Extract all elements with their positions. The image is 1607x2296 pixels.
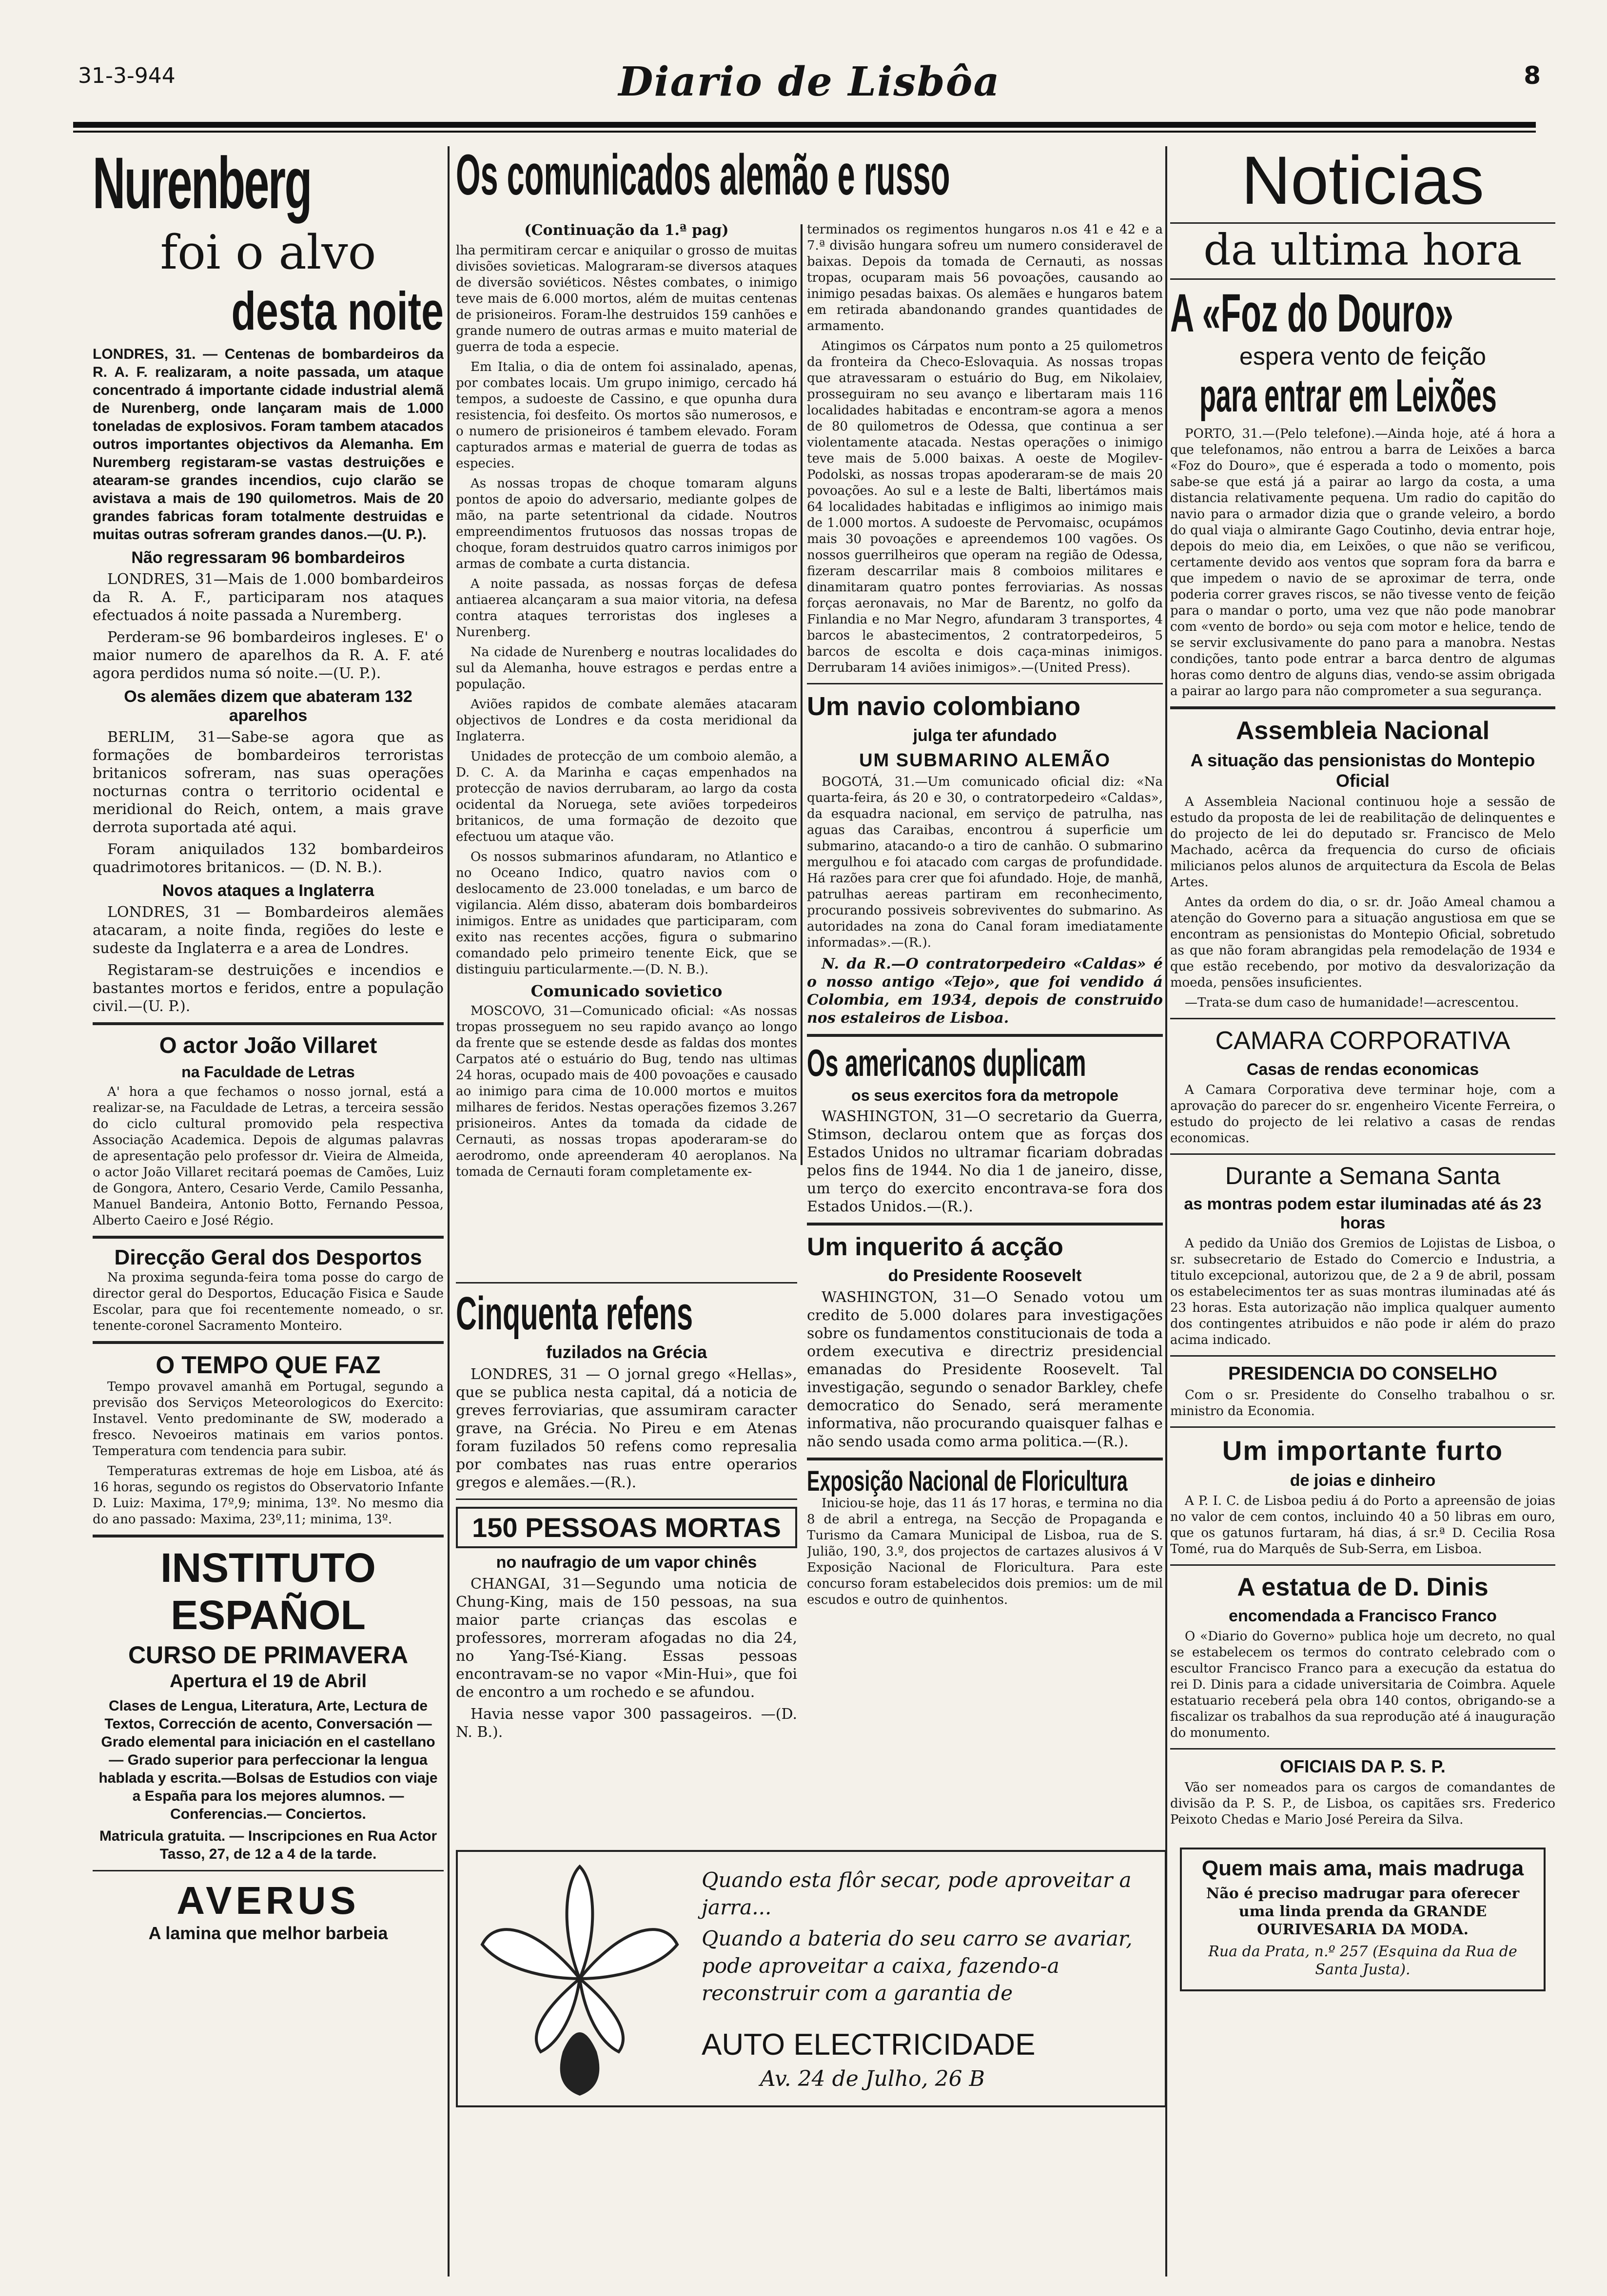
divider (1170, 706, 1555, 709)
foz-body: PORTO, 31.—(Pelo telefone).—Ainda hoje, até á hora a que telefonamos, não entrou a barra de Leixões a barca «Foz do Douro», que é esperada a todo o momento, pois sabe-se que está já a pairar ao largo da costa, a uma distancia relativamente pequena. Um radio do capitão do navio para o armador dizia que o grande veleiro, a bordo do qual viaja o almirante Gago Coutinho, devia entrar hoje, depois do meio dia, em Leixões, o que não se verificou, certamente devido aos ventos que sopram fora da barra e que impedem o navio de se aproximar de terra, onde poderia correr graves riscos, se não tivesse vento de feição para o mandar o porto, uma vez que não pode manobrar com «vento de bordo» ou seja com motor e helice, tendo de se servir exclusivamente do pano para a manobra. Nestas condições, tanto pode entrar a barca dentro de algumas horas como dentro de alguns dias, vendo-se assim obrigada a pairar ao largo para não comprometer a sua segurança. (1170, 427, 1555, 699)
divider (1170, 1748, 1555, 1750)
issue-date: 31-3-944 (78, 63, 176, 88)
ad-text-2: Quando a bateria do seu carro se avariar, pode aproveitar a caixa, fazendo-a reconstruir com a garantia de (702, 1926, 1133, 2005)
nurenberg-subhead: foi o alvo (160, 225, 376, 280)
flower-vase-illustration (468, 1857, 692, 2101)
divider (1170, 222, 1555, 224)
ad-text-1: Quando esta flôr secar, pode aproveitar a jarra... (702, 1868, 1132, 1919)
assembleia-title: Assembleia Nacional (1235, 717, 1490, 745)
page-number: 8 (1524, 61, 1541, 90)
navio-subtitle: julga ter afundado (913, 726, 1057, 745)
divider (93, 1870, 444, 1871)
nurenberg-paragraph: Registaram-se destruições e incendios e bastantes mortos e feridos, entre a população civil.—(U. P.). (93, 962, 444, 1015)
divider (1170, 1564, 1555, 1566)
navio-note: N. da R.—O contratorpedeiro «Caldas» é o nosso antigo «Tejo», que foi vendido á Colombia, em 1934, depois de construido nos estaleiros de Lisboa. (807, 955, 1163, 1027)
furto-body: A P. I. C. de Lisboa pediu á do Porto a apreensão de joias no valor de cem contos, incluindo 40 a 50 libras em ouro, que os gatunos furtaram, há dias, á sr.ª D. Cecilia Rosa Tomé, rua do Marquês de Sub-Serra, em Lisboa. (1170, 1494, 1555, 1557)
nurenberg-headline: Nurenberg (93, 146, 311, 224)
foz-title: A «Foz do Douro» (1170, 283, 1453, 343)
nurenberg-section-title: Novos ataques a Inglaterra (162, 881, 374, 900)
communicados-headline: Os comunicados alemão e russo (456, 143, 950, 207)
floricultura-title: Exposição Nacional de Floricultura (807, 1465, 1128, 1497)
sovietico-title: Comunicado sovietico (530, 982, 723, 1000)
camara-title: CAMARA CORPORATIVA (1215, 1027, 1510, 1055)
averus-tagline: A lamina que melhor barbeia (148, 1923, 388, 1943)
instituto-opening: Apertura el 19 de Abril (169, 1671, 367, 1692)
divider (456, 1498, 797, 1500)
tempo-title: O TEMPO QUE FAZ (156, 1351, 381, 1379)
mortas-subtitle: no naufragio de um vapor chinês (496, 1553, 757, 1572)
villaret-title: O actor João Villaret (159, 1032, 377, 1058)
nurenberg-section-title: Não regressaram 96 bombardeiros (131, 548, 405, 567)
divider (1170, 1426, 1555, 1428)
nurenberg-paragraph: LONDRES, 31 — Bombardeiros alemães atacaram, a noite finda, regiões do leste e sudeste da Inglaterra e a area de Londres. (93, 904, 444, 957)
divider (1170, 1018, 1555, 1019)
nurenberg-section-title: Os alemães dizem que abateram 132 aparelhos (124, 687, 412, 725)
communicado-paragraph: Aviões rapidos de combate alemães atacaram objectivos de Londres e da costa meridional da Inglaterra. (456, 697, 797, 744)
communicado-paragraph: Na cidade de Nurenberg e noutras localidades do sul da Alemanha, houve estragos e perdas entre a população. (456, 645, 797, 692)
nurenberg-paragraph: Perderam-se 96 bombardeiros ingleses. E' o maior numero de aparelhos da R. A. F. até agora perdidos numa só noite.—(U. P.). (93, 629, 444, 682)
tempo-forecast: Tempo provavel amanhã em Portugal, segundo a previsão dos Serviços Meteorologicos do Exercito: Instavel. Vento predominante de SW, moderado a fresco. Nevoeiros matinais em varios pontos. Temperatura com tendencia para subir. (93, 1380, 444, 1459)
ourivesaria-address: Rua da Prata, n.º 257 (Esquina da Rua de Santa Justa). (1208, 1943, 1517, 1978)
refens-title: Cinquenta refens (456, 1287, 693, 1340)
semana-title: Durante a Semana Santa (1225, 1162, 1501, 1189)
communicado-paragraph: terminados os regimentos hungaros n.os 41 e 42 e a 7.ª divisão hungara sofreu um numero consideravel de baixas. Depois da tomada de Cernauti, as nossas tropas, ocuparam mais 56 povoações, causando ao inimigo pesadas baixas. Os alemães e hungaros batem em retirada abandonando grandes quantidades de armamento. (807, 222, 1163, 333)
villaret-body: A' hora a que fechamos o nosso jornal, está a realizar-se, na Faculdade de Letras, a terceira sessão do ciclo cultural promovido pela respectiva Associação Academica. Depois de algumas palavras de apresentação pelo professor dr. Vieira de Almeida, o actor João Villaret recitará poemas de Camões, Luiz de Gongora, Antero, Cesario Verde, Camilo Pessanha, Manuel Bandeira, Antonio Botto, Fernando Pessoa, Alberto Caeiro e José Régio. (93, 1085, 444, 1228)
masthead (78, 58, 1541, 112)
ad-address: Av. 24 de Julho, 26 B (760, 2066, 985, 2091)
ourivesaria-ad (1180, 1848, 1546, 1991)
psp-body: Vão ser nomeados para os cargos de comandantes de divisão da P. S. P., de Lisboa, os capitães srs. Frederico Peixoto Chedas e Mario José Pereira da Silva. (1170, 1780, 1555, 1827)
furto-title: Um importante furto (1222, 1435, 1504, 1466)
americanos-title: Os americanos duplicam (807, 1041, 1086, 1084)
assembleia-paragraph: —Trata-se dum caso de humanidade!—acrescentou. (1185, 995, 1519, 1010)
divider (807, 1034, 1163, 1037)
newspaper-title: Diario de Lisbôa (618, 58, 1000, 105)
communicado-paragraph: Os nossos submarinos afundaram, no Atlantico e no Oceano Indico, quatro navios com o deslocamento de 23.000 toneladas, e um barco de vigilancia. Além disso, abateram dois bombardeiros inimigos. Entre as unidades que participaram, com exito nas recentes acções, figura o submarino comandado pelo primeiro tenente Eick, que se distinguiu particularmente.—(D. N. B.). (456, 850, 797, 977)
americanos-subtitle: os seus exercitos fora da metropole (851, 1087, 1118, 1104)
ourivesaria-title: Quem mais ama, mais madruga (1201, 1856, 1524, 1880)
divider (807, 1223, 1163, 1226)
navio-title: Um navio colombiano (807, 692, 1081, 721)
divider (1170, 1355, 1555, 1357)
divider (93, 1341, 444, 1344)
semana-subtitle: as montras podem estar iluminadas até ás 23 horas (1184, 1195, 1542, 1232)
communicados-headline-block (456, 143, 1163, 207)
assembleia-paragraph: Antes da ordem do dia, o sr. dr. João Ameal chamou a atenção do Governo para a situação angustiosa em que se encontram as pensionistas do Montepio Oficial, sobretudo as que não foram abrangidas pela remodelação de 1934 e que estão recebendo, por motivo da desvalorização da moeda, pensões insuficientes. (1170, 895, 1555, 990)
communicado-paragraph: Em Italia, o dia de ontem foi assinalado, apenas, por combates locais. Um grupo inimigo, cercado há tempos, a sudoeste de Cassino, e que opunha dura resistencia, foi desfeito. Os mortos são numerosos, e o numero de prisioneiros é tambem elevado. Foram capturados armas e material de guerra de todas as especies. (456, 360, 797, 471)
instituto-footer: Matricula gratuita. — Inscripciones en Rua Actor Tasso, 27, de 12 a 4 de la tarde. (99, 1828, 437, 1862)
furto-subtitle: de joias e dinheiro (1290, 1471, 1436, 1490)
dinis-body: O «Diario do Governo» publica hoje um decreto, no qual se estabelecem os termos do contrato celebrado com o escultor Francisco Franco para a execução da estatua do rei D. Dinis para a cidade universitaria de Coimbra. Aquele estatuario receberá pela obra 140 contos, obrigando-se a fiscalizar os trabalhos da sua reprodução até á inauguração do monumento. (1170, 1629, 1555, 1740)
averus-title: AVERUS (176, 1879, 360, 1922)
mortas-box (456, 1507, 797, 1548)
presidencia-title: PRESIDENCIA DO CONSELHO (1228, 1363, 1497, 1384)
dinis-subtitle: encomendada a Francisco Franco (1229, 1607, 1497, 1625)
divider (807, 683, 1163, 684)
column-center-left (456, 222, 797, 1284)
instituto-course: CURSO DE PRIMAVERA (128, 1641, 409, 1669)
americanos-body: WASHINGTON, 31—O secretario da Guerra, Stimson, declarou ontem que as forças dos Estados Unidos no ultramar ficariam dobradas pelos fins de 1944. No dia 1 de janeiro, disse, um terço do exercito encontrava-se fora dos Estados Unidos.—(R.). (807, 1108, 1163, 1215)
noticias-subhead: da ultima hora (1203, 225, 1522, 275)
column-center-left-lower (456, 1282, 797, 1843)
column-divider (801, 224, 803, 1165)
refens-body: LONDRES, 31 — O jornal grego «Hellas», que se publica nesta capital, dá a noticia de greves ferroviarias, que assumiram caracter grave, na Grécia. No Pireu e em Atenas foram fuzilados 50 refens como represalia por combates nas ruas entre operarios gregos e alemães.—(R.). (456, 1366, 797, 1491)
column-center-right (807, 222, 1163, 1855)
instituto-body: Clases de Lengua, Literatura, Arte, Lectura de Textos, Corrección de acento, Conversación — Grado elemental para iniciación en el castellano — Grado superior para perfeccionar la lengua hablada y escrita.—Bolsas de Estudios con viaje a España para los mejores alumnos. — Conferencias.— Conciertos. (98, 1698, 438, 1822)
instituto-title: INSTITUTO ESPAÑOL (160, 1545, 376, 1638)
top-rule (73, 122, 1536, 128)
nurenberg-subhead-2: desta noite (231, 281, 444, 341)
divider (93, 1236, 444, 1239)
sovietico-paragraph: MOSCOVO, 31—Comunicado oficial: «As nossas tropas prosseguem no seu rapido avanço ao longo da frente que se estende desde as faldas dos montes Carpatos até o estuário do Bug, tendo nas ultimas 24 horas, ocupado mais de 400 povoações e causado ao inimigo para cima de 10.000 mortos e muitos milhares de feridos. Nestas operações fizemos 3.267 prisioneiros. Antes da tomada da cidade de Cernauti, as nossas tropas apoderaram-se do aerodromo, onde apreenderam 40 aeroplanos. Na tomada de Cernauti foram completamente ex- (456, 1004, 797, 1179)
ad-company-name: AUTO ELECTRICIDADE (702, 2028, 1036, 2062)
ourivesaria-body: Não é preciso madrugar para oferecer uma linda prenda da GRANDE OURIVESARIA DA MODA. (1206, 1885, 1520, 1938)
refens-subtitle: fuzilados na Grécia (546, 1342, 707, 1362)
column-right (1170, 146, 1555, 2277)
nurenberg-paragraph: BERLIM, 31—Sabe-se agora que as formações de bombardeiros terroristas britanicos sofreram, nas suas operações nocturnas contra o territorio ocidental e meridional do Reich, ontem, a mais grave derrota suportada até aqui. (93, 729, 444, 836)
divider (1170, 1153, 1555, 1155)
assembleia-subtitle: A situação das pensionistas do Montepio Oficial (1190, 750, 1535, 791)
desportos-title: Direcção Geral dos Desportos (114, 1245, 422, 1269)
assembleia-paragraph: A Assembleia Nacional continuou hoje a sessão de estudo da proposta de lei de reabilitação de delinquentes e do projecto de lei do deputado sr. Francisco de Melo Machado, acêrca da frequencia do curso de oficiais milicianos pelos alunos de arquitectura da Escola de Belas Artes. (1170, 795, 1555, 890)
camara-subtitle: Casas de rendas economicas (1246, 1060, 1479, 1079)
desportos-body: Na proxima segunda-feira toma posse do cargo de director geral do Desportos, Educação Fisica e Saude Escolar, para que foi recentemente nomeado, o sr. tenente-coronel Sacramento Monteiro. (93, 1270, 444, 1333)
nurenberg-paragraph: LONDRES, 31—Mais de 1.000 bombardeiros da R. A. F., participaram nos ataques efectuados á noite passada a Nuremberg. (93, 571, 444, 624)
divider (93, 1022, 444, 1025)
camara-body: A Camara Corporativa deve terminar hoje, com a aprovação do parecer do sr. engenheiro Vicente Ferreira, o estudo do projecto de lei relativo a casas de rendas economicas. (1170, 1083, 1555, 1146)
communicado-paragraph: Unidades de protecção de um comboio alemão, a D. C. A. da Marinha e caças empenhados na protecção de navios derrubaram, ao largo da costa ocidental da Noruega, sete aviões torpedeiros britanicos, de uma formação de dezoito que efectuou um ataque vão. (456, 749, 797, 844)
foz-subtitle: espera vento de feição (1239, 343, 1486, 370)
auto-electricidade-ad (456, 1850, 1167, 2107)
communicado-paragraph: A noite passada, as nossas forças de defesa antiaerea alcançaram a sua maior vitoria, na defesa contra ataques terroristas dos ingleses a Nurenberg. (456, 577, 797, 640)
nurenberg-lead: LONDRES, 31. — Centenas de bombardeiros da R. A. F. realizaram, a noite passada, um ataque concentrado á importante cidade industrial alemã de Nurenberg, onde lançaram mais de 1.000 toneladas de explosivos. Foram tambem atacados outros importantes objectivos da Alemanha. Em Nuremberg registaram-se vastas destruições e atearam-se grandes incendios, cujo clarão se avistava a mais de 190 quilometros. Mais de 20 grandes fabricas foram totalmente destruidas e muitas outras sofreram grandes danos.—(U. P.). (93, 346, 444, 543)
top-rule-thin (73, 131, 1536, 133)
foz-title-2: para entrar em Leixões (1199, 370, 1497, 422)
mortas-title: 150 PESSOAS MORTAS (472, 1512, 781, 1543)
column-divider (448, 146, 450, 2277)
psp-title: OFICIAIS DA P. S. P. (1280, 1756, 1446, 1776)
mortas-body-2: Havia nesse vapor 300 passageiros. —(D. N. B.). (456, 1706, 797, 1741)
communicado-paragraph: lha permitiram cercar e aniquilar o grosso de muitas divisões sovieticas. Malograram-se diversos ataques de diversão soviéticos. Nêstes combates, o inimigo teve mais de 6.000 mortos, além de muitas centenas de prisioneiros. Foram-lhe destruidos 159 canhões e grande numero de outras armas e muito material de guerra de toda a especie. (456, 243, 797, 354)
divider (1170, 278, 1555, 280)
inquerito-title: Um inquerito á acção (807, 1233, 1063, 1261)
nurenberg-paragraph: Foram aniquilados 132 bombardeiros quadrimotores britanicos. — (D. N. B.). (93, 841, 444, 876)
inquerito-subtitle: do Presidente Roosevelt (888, 1266, 1082, 1285)
navio-body: BOGOTÁ, 31.—Um comunicado oficial diz: «Na quarta-feira, ás 20 e 30, o contratorpedeiro «Caldas», da esquadra nacional, em serviço de patrulha, nas aguas das Caraibas, encontrou á superficie um submarino, atacando-o a tiro de canhão. O submarino mergulhou e foi atacado com cargas de profundidade. Há razões para crer que foi afundado. Hoje, de manhã, patrulhas aereas partiram em reconhecimento, procurando possiveis sobreviventes do submarino. As autoridades na zona do Canal foram imediatamente informadas».—(R.). (807, 775, 1163, 950)
inquerito-body: WASHINGTON, 31—O Senado votou um credito de 5.000 dolares para investigações sobre os fundamentos constitucionais de toda a ordem executiva e directriz presidencial emanadas do Presidente Roosevelt. Tal investigação, segundo o senador Barkley, chefe democratico do Senado, será meramente informativa, não procurando quaisquer falhas e não sendo usada como arma politica.—(R.). (807, 1289, 1163, 1450)
divider (93, 1535, 444, 1537)
column-left (93, 146, 444, 2277)
communicado-paragraph: Atingimos os Cárpatos num ponto a 25 quilometros da fronteira da Checo-Eslovaquia. As nossas tropas que atravessaram o estuário do Bug, em Nikolaiev, prosseguiram no seu avanço e libertaram mais 116 localidades habitadas e encontram-se agora a menos de 80 quilometros de Odessa, que continua a ser violentamente atacada. Nestas operações o inimigo teve mais de 5.000 baixas. A oeste de Mogilev-Podolski, as nossas tropas apoderaram-se de mais 20 povoações. Ao sul e a leste de Balti, libertámos mais 64 localidades habitadas e infligimos ao inimigo mais de 1.000 mortos. A sudoeste de Pervomaisc, ocupámos mais 30 povoações e apreendemos 100 vagões. Os nossos guerrilheiros que operam na região de Odessa, fizeram descarrilar mais 8 comboios militares e dinamitaram quatro pontes ferroviarias. As nossas forças aeronavais, no Mar de Barentz, no golfo da Finlandia e no Mar Negro, afundaram 3 transportes, 4 barcos le abastecimentos, 2 contratorpedeiros, 5 barcos de escolta e dois caça-minas inimigos. Derrubaram 14 aviões inimigos».—(United Press). (807, 339, 1163, 675)
noticias-headline: Noticias (1241, 146, 1484, 218)
tempo-temperatures: Temperaturas extremas de hoje em Lisboa, até ás 16 horas, segundo os registos do Observatorio Infante D. Luiz: Maxima, 17º,9; minima, 13º. No mesmo dia do ano passado: Maxima, 23º,11; minima, 13º. (93, 1464, 444, 1527)
floricultura-body: Iniciou-se hoje, das 11 ás 17 horas, e termina no dia 8 de abril a entrega, na Secção de Propaganda e Turismo da Camara Municipal de Lisboa, rua de S. Julião, 190, 3.º, dos projectos de cartazes alusivos á V Exposição Nacional de Floricultura. Para este concurso foram estabelecidos dois premios: um de mil escudos e outro de quinhentos. (807, 1496, 1163, 1607)
continuation-note: (Continuação da 1.ª pag) (524, 222, 729, 239)
villaret-subtitle: na Faculdade de Letras (181, 1063, 355, 1081)
divider (807, 1458, 1163, 1460)
dinis-title: A estatua de D. Dinis (1237, 1573, 1489, 1601)
divider (456, 1282, 797, 1284)
navio-subtitle-2: UM SUBMARINO ALEMÃO (859, 750, 1111, 771)
communicado-paragraph: As nossas tropas de choque tomaram alguns pontos de apoio do adversario, mediante golpes de mão, na parte setentrional da cidade. Noutros empreendimentos frutuosos das nossas tropas de choque, foram destruidos quatro carros inimigos por armas de combate a curta distancia. (456, 476, 797, 571)
semana-body: A pedido da União dos Gremios de Lojistas de Lisboa, o sr. subsecretario de Estado do Comercio e Industria, a titulo excepcional, autorizou que, de 2 a 9 de abril, possam os estabelecimentos ter as suas montras iluminadas até ás 23 horas. Esta autorização não implica qualquer aumento dos contingentes atribuidos e não pode ir além do prazo acima indicado. (1170, 1236, 1555, 1347)
presidencia-body: Com o sr. Presidente do Conselho trabalhou o sr. ministro da Economia. (1170, 1388, 1555, 1419)
mortas-body: CHANGAI, 31—Segundo uma noticia de Chung-King, mais de 150 pessoas, na sua maior parte crianças das escolas e professores, morreram afogadas no dia 24, no Yang-Tsé-Kiang. Essas pessoas encontravam-se no vapor «Min-Hui», que foi de encontro a um rochedo e se afundou. (456, 1576, 797, 1701)
